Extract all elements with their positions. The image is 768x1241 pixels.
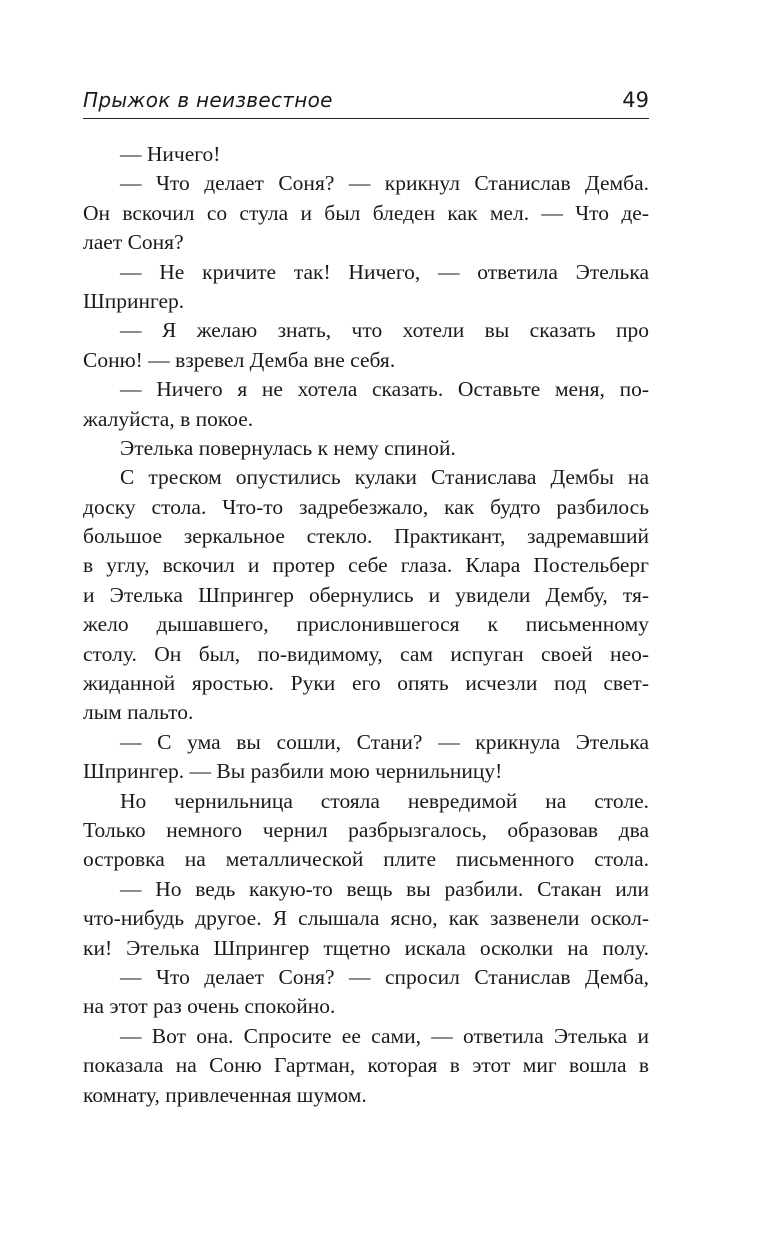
paragraph-first-line: Но чернильница стояла невредимой на столе. xyxy=(120,788,649,813)
text-line: в углу, вскочил и протер себе глаза. Клара Постельберг xyxy=(83,553,649,578)
paragraph-first-line: С треском опустились кулаки Станислава Дембы на xyxy=(120,465,649,490)
text-line: на этот раз очень спокойно. xyxy=(83,994,336,1019)
text-line: жиданной яростью. Руки его опять исчезли под свет- xyxy=(83,671,649,696)
paragraph-first-line: — Я желаю знать, что хотели вы сказать про xyxy=(120,318,649,343)
text-line: комнату, привлеченная шумом. xyxy=(83,1082,367,1107)
text-line: показала на Соню Гартман, которая в этот миг вошла в xyxy=(83,1053,649,1078)
text-line: лает Соня? xyxy=(83,230,184,255)
text-line: жело дышавшего, прислонившегося к письменному xyxy=(83,612,649,637)
paragraph-first-line: — Ничего я не хотела сказать. Оставьте меня, по- xyxy=(120,377,649,402)
paragraph-first-line: — Что делает Соня? — крикнул Станислав Демба. xyxy=(120,171,649,196)
paragraph-first-line: — С ума вы сошли, Стани? — крикнула Этелька xyxy=(120,729,649,754)
text-line: Шпрингер. — Вы разбили мою чернильницу! xyxy=(83,759,503,784)
text-line: доску стола. Что-то задребезжало, как будто разбилось xyxy=(83,494,649,519)
paragraph-first-line: — Но ведь какую-то вещь вы разбили. Стакан или xyxy=(120,876,649,901)
paragraph-first-line: — Вот она. Спросите ее сами, — ответила Этелька и xyxy=(120,1023,649,1048)
text-line: ки! Этелька Шпрингер тщетно искала осколки на полу. xyxy=(83,935,649,960)
text-line: островка на металлической плите письменного стола. xyxy=(83,847,649,872)
body-text xyxy=(83,140,649,1110)
text-line: и Этелька Шпрингер обернулись и увидели Дембу, тя- xyxy=(83,582,649,607)
paragraph-first-line: — Не кричите так! Ничего, — ответила Этелька xyxy=(120,259,649,284)
paragraph-first-line: Этелька повернулась к нему спиной. xyxy=(120,435,456,460)
text-line: Соню! — взревел Демба вне себя. xyxy=(83,347,396,372)
page-number: 49 xyxy=(622,88,649,112)
text-line: что-нибудь другое. Я слышала ясно, как зазвенели оскол- xyxy=(83,906,649,931)
text-line: Он вскочил со стула и был бледен как мел. — Что де- xyxy=(83,200,649,225)
text-line: столу. Он был, по-видимому, сам испуган своей нео- xyxy=(83,641,649,666)
text-line: Только немного чернил разбрызгалось, образовав два xyxy=(83,817,649,842)
text-line: жалуйста, в покое. xyxy=(83,406,254,431)
text-line: большое зеркальное стекло. Практикант, задремавший xyxy=(83,524,649,549)
page-header xyxy=(83,84,649,119)
text-line: лым пальто. xyxy=(83,700,194,725)
paragraph-first-line: — Что делает Соня? — спросил Станислав Демба, xyxy=(120,964,649,989)
paragraph-first-line: — Ничего! xyxy=(120,142,221,166)
text-line: Шпрингер. xyxy=(83,288,185,313)
running-title: Прыжок в неизвестное xyxy=(83,88,333,112)
